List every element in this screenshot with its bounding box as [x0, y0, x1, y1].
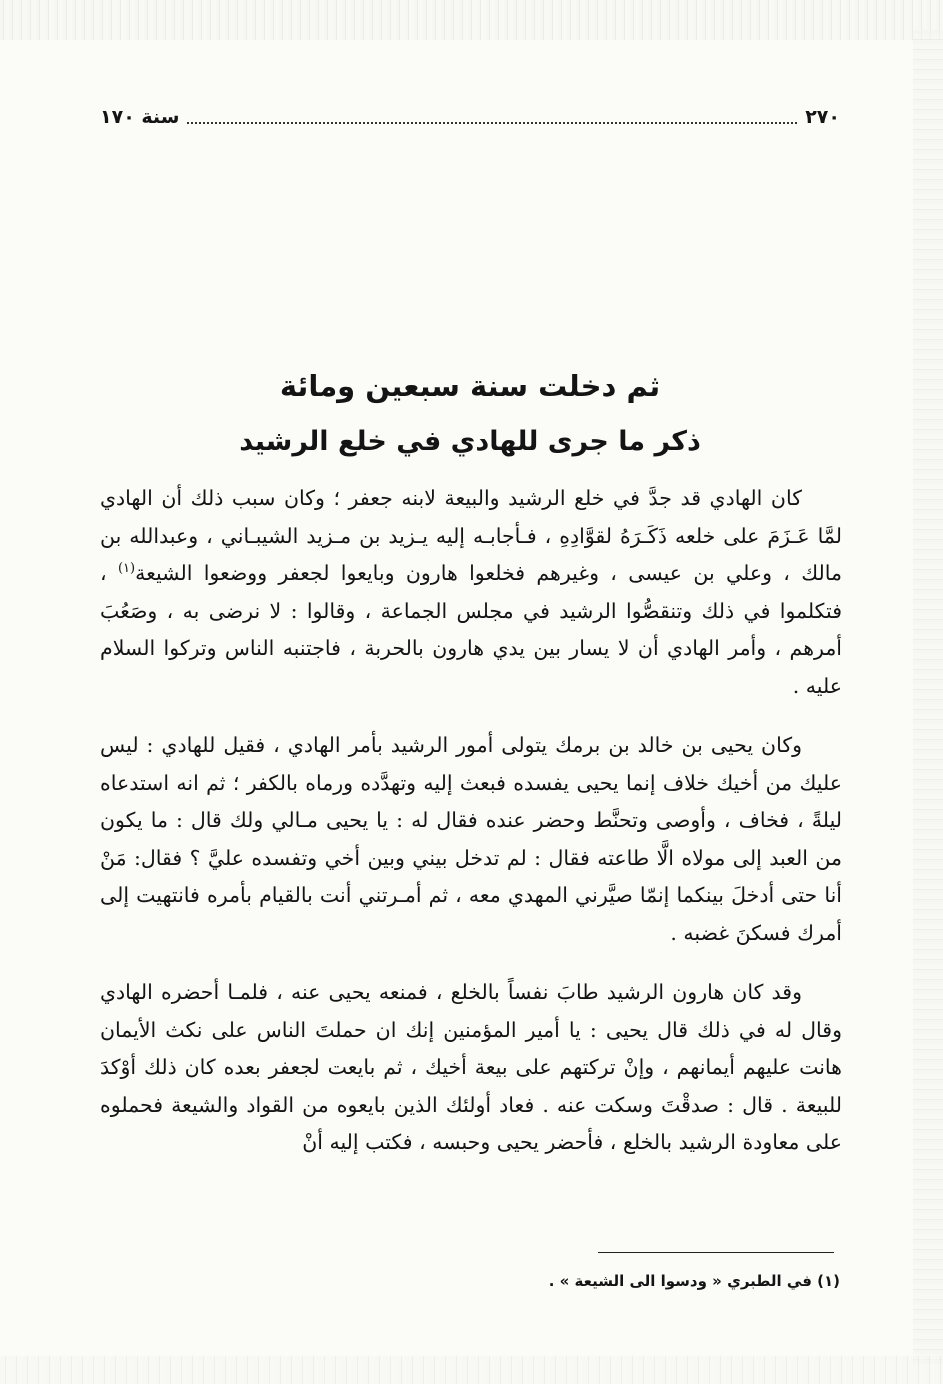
body-text — [100, 480, 842, 1162]
scan-edge-bottom — [0, 1356, 943, 1384]
running-header — [100, 98, 840, 132]
paragraph-1 — [100, 480, 842, 705]
footnote: (١) في الطبري « ودسوا الى الشيعة » . — [548, 1272, 840, 1290]
paragraph-1-text-b: ، فتكلموا في ذلك وتنقصُّوا الرشيد في مجلس الجماعة ، وقالوا : لا نرضى به ، وصَعُبَ أمرهم ، وأمر الهادي أن لا يسار بين يدي هارون بالحربة ، فاجتنبه الناس وتركوا السلام عليه . — [100, 561, 842, 698]
footnote-divider — [598, 1252, 834, 1253]
paragraph-2: وكان يحيى بن خالد بن برمك يتولى أمور الرشيد بأمر الهادي ، فقيل للهادي : ليس عليك من أخيك خلاف إنما يحيى يفسده فبعث إليه وتهدَّده ورماه بالكفر ؛ ثم انه استدعاه ليلةً ، فخاف ، وأوصى وتحنَّط وحضر عنده فقال له : يا يحيى مـالي ولك قال : ما يكون من العبد إلى مولاه الَّا طاعته فقال : لم تدخل بيني وبين أخي وتفسده عليَّ ؟ فقال: مَنْ أنا حتى أدخلَ بينكما إنمّا صيَّرني المهدي معه ، ثم أمـرتني أنت بالقيام بأمره فانتهيت إلى أمرك فسكنَ غضبه . — [100, 733, 842, 945]
scan-edge-top — [0, 0, 943, 40]
section-title: ذكر ما جرى للهادي في خلع الرشيد — [239, 426, 701, 457]
header-dotted-leader — [187, 122, 797, 124]
chapter-title: ثم دخلت سنة سبعين ومائة — [279, 369, 661, 403]
footnote-reference: (١) — [117, 561, 136, 577]
header-year-label: سنة ١٧٠ — [100, 106, 180, 128]
paragraph-1-text-a: كان الهادي قد جدَّ في خلع الرشيد والبيعة لابنه جعفر ؛ وكان سبب ذلك أن الهادي لمَّا عَـزَمَ على خلعه ذَكَـرَهُ لقوَّادِهِ ، فـأجابـه إليه يـزيد بن مـزيد الشيبـاني ، وعبدالله بن مالك ، وعلي بن عيسى ، وغيرهم فخلعوا هارون وبايعوا لجعفر ووضعوا الشيعة — [100, 486, 842, 585]
scan-edge-right — [913, 30, 943, 1364]
page-number: ٢٧٠ — [805, 106, 840, 128]
paragraph-3: وقد كان هارون الرشيد طابَ نفساً بالخلع ، فمنعه يحيى عنه ، فلمـا أحضره الهادي وقال له في ذلك قال يحيى : يا أمير المؤمنين إنك ان حملتَ الناس على نكث الأيمان هانت عليهم أيمانهم ، وإنْ تركتهم على بيعة أخيك ، ثم بايعت لجعفر بعده كان ذلك أوْكدَ للبيعة . قال : صدقْتَ وسكت عنه . فعاد أولئك الذين بايعوه من القواد والشيعة فحملوه على معاودة الرشيد بالخلع ، فأحضر يحيى وحبسه ، فكتب إليه أنْ — [100, 980, 842, 1154]
